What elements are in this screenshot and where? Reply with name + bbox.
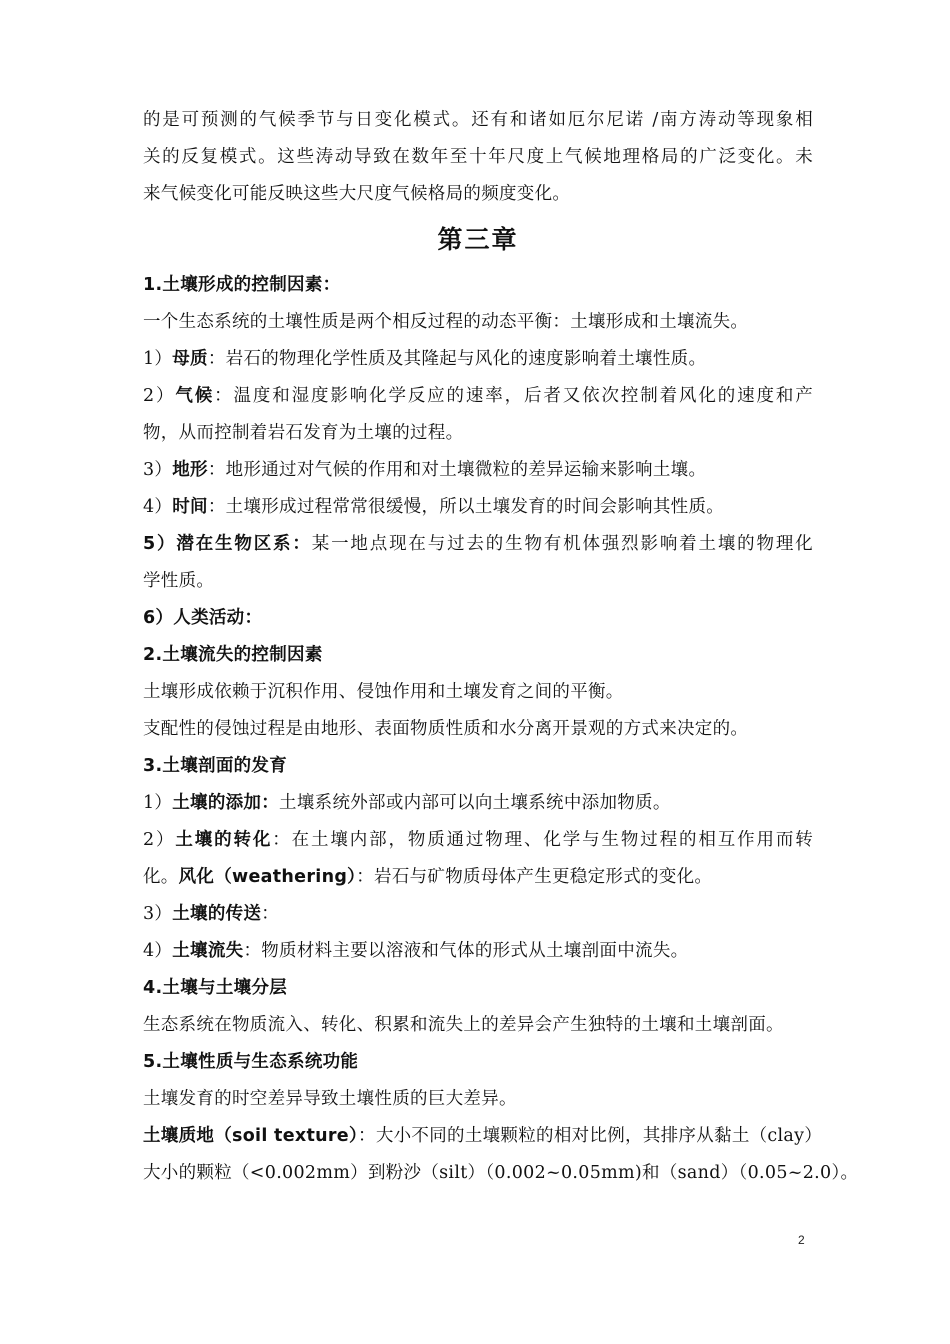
- soil-texture-definition: [143, 1118, 823, 1155]
- profile-transfers: [143, 896, 813, 933]
- profile-transformations: [143, 822, 813, 859]
- soil-texture-text: ：大小不同的土壤颗粒的相对比例，其排序从黏土（clay）: [358, 1126, 823, 1146]
- factor-label: 地形: [172, 460, 208, 480]
- intro-line-3: 来气候变化可能反映这些大尺度气候格局的频度变化。: [143, 184, 571, 204]
- item-number: 2）: [143, 830, 176, 850]
- section-3-heading: 3.土壤剖面的发育: [143, 756, 288, 776]
- factor-number: 2）: [143, 386, 176, 406]
- factor-text: ：岩石的物理化学性质及其隆起与风化的速度影响着土壤性质。: [207, 349, 707, 369]
- section-2-heading: 2.土壤流失的控制因素: [143, 645, 323, 665]
- item-text: 土壤系统外部或内部可以向土壤系统中添加物质。: [279, 793, 671, 813]
- section-4-paragraph: 生态系统在物质流入、转化、积累和流失上的差异会产生独特的土壤和土壤剖面。: [143, 1015, 784, 1035]
- factor-number: 1）: [143, 349, 173, 369]
- factor-label: 时间: [172, 497, 208, 517]
- factor-biota-continued: 学性质。: [143, 571, 215, 591]
- section-1-intro: 一个生态系统的土壤性质是两个相反过程的动态平衡：土壤形成和土壤流失。: [143, 312, 749, 332]
- factor-text: ：温度和湿度影响化学反应的速率，后者又依次控制着风化的速度和产: [214, 386, 813, 406]
- intro-line-2: 关的反复模式。这些涛动导致在数年至十年尺度上气候地理格局的广泛变化。未: [143, 147, 813, 167]
- page-number: 2: [798, 1233, 805, 1247]
- factor-text: ：地形通过对气候的作用和对土壤微粒的差异运输来影响土壤。: [207, 460, 707, 480]
- factor-biota: [143, 526, 813, 563]
- item-text: ：岩石与矿物质母体产生更稳定形式的变化。: [356, 867, 713, 887]
- section-4-heading: 4.土壤与土壤分层: [143, 978, 288, 998]
- factor-text: ：土壤形成过程常常很缓慢，所以土壤发育的时间会影响其性质。: [207, 497, 725, 517]
- page-content: [143, 102, 859, 1192]
- section-2-paragraph-2: 支配性的侵蚀过程是由地形、表面物质性质和水分离开景观的方式来决定的。: [143, 719, 749, 739]
- profile-losses: [143, 933, 813, 970]
- section-2-paragraph-1: 土壤形成依赖于沉积作用、侵蚀作用和土壤发育之间的平衡。: [143, 682, 624, 702]
- item-text: ：在土壤内部，物质通过物理、化学与生物过程的相互作用而转: [272, 830, 814, 850]
- factor-topography: [143, 452, 813, 489]
- item-number: 3）: [143, 904, 173, 924]
- factor-number: 4）: [143, 497, 173, 517]
- item-number: 4）: [143, 941, 173, 961]
- factor-time: [143, 489, 813, 526]
- weathering-term: 风化（weathering）: [178, 867, 357, 887]
- item-text: ：: [261, 904, 280, 924]
- item-text: 化。: [143, 867, 179, 887]
- factor-label: 气候: [175, 386, 215, 406]
- factor-label: 母质: [172, 349, 208, 369]
- item-text: ：物质材料主要以溶液和气体的形式从土壤剖面中流失。: [243, 941, 689, 961]
- item-label: 土壤的传送: [172, 904, 262, 924]
- profile-additions: [143, 785, 813, 822]
- profile-transformations-continued: [143, 859, 813, 896]
- intro-line-1: 的是可预测的气候季节与日变化模式。还有和诸如厄尔尼诺 /南方涛动等现象相: [143, 110, 813, 130]
- chapter-title: 第三章: [437, 225, 519, 254]
- factor-climate: [143, 378, 813, 415]
- item-label: 土壤的添加：: [172, 793, 280, 813]
- item-number: 1）: [143, 793, 173, 813]
- soil-texture-term: 土壤质地（soil texture）: [143, 1126, 359, 1146]
- factor-text: 某一地点现在与过去的生物有机体强烈影响着土壤的物理化: [311, 534, 813, 554]
- factor-number: 3）: [143, 460, 173, 480]
- section-5-paragraph: 土壤发育的时空差异导致土壤性质的巨大差异。: [143, 1089, 517, 1109]
- item-label: 土壤的转化: [175, 830, 273, 850]
- factor-parent-material: [143, 341, 813, 378]
- factor-climate-continued: 物，从而控制着岩石发育为土壤的过程。: [143, 423, 464, 443]
- section-5-heading: 5.土壤性质与生态系统功能: [143, 1052, 359, 1072]
- factor-human-activity: 6）人类活动：: [143, 608, 263, 628]
- factor-label: 5）潜在生物区系：: [143, 534, 312, 554]
- item-label: 土壤流失: [172, 941, 244, 961]
- section-1-heading: 1.土壤形成的控制因素：: [143, 275, 341, 295]
- soil-texture-continued: 大小的颗粒（<0.002mm）到粉沙（silt）（0.002~0.05mm)和（sand）（0.05~2.0）。: [143, 1163, 859, 1183]
